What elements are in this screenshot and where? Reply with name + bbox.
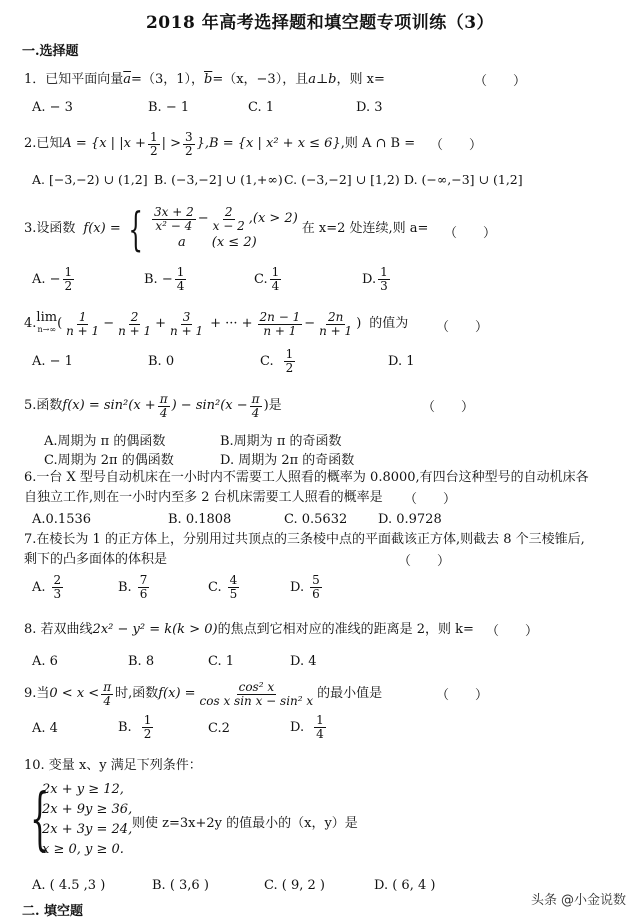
fraction (142, 714, 154, 741)
fraction-den: 4 (159, 405, 168, 420)
q1-text: =（3，1）， (131, 72, 204, 87)
q5-options (44, 430, 624, 470)
constraint-2: 2x + 9y ≥ 36, (42, 802, 133, 817)
fraction (314, 714, 326, 741)
option-d: D. (−∞,−3] ∪ (1,2] (404, 172, 523, 187)
option-b: B. (−3,−2] ∪ (1,+∞) (154, 172, 283, 187)
q9-function: f(x) = (158, 686, 196, 701)
fraction (317, 311, 354, 338)
option-label: A. − 1 (32, 354, 73, 369)
fraction (183, 131, 195, 158)
minus-sign: − (197, 211, 209, 226)
answer-blank: （ ） (474, 74, 527, 89)
option-c (260, 348, 297, 375)
q5-expr: f(x) = sin²(x + (62, 398, 156, 413)
limit-label: lim (36, 310, 58, 325)
q3-function: f(x) = (83, 221, 121, 236)
option-c: C. 1 (248, 100, 275, 115)
q1-text: 1．已知平面向量 (24, 72, 124, 87)
fraction (138, 574, 150, 601)
constraint-3: 2x + 3y = 24, (42, 822, 133, 837)
question-10: 10. 变量 x、y 满足下列条件： (24, 758, 202, 773)
fraction-num: π (251, 391, 260, 406)
question-4: 4. lim n→∞ ( $\frac{1}{n + 1}$ − $\frac{2}{n + 1}$ + $\frac{3}{n + 1}$ + ··· + $\frac{2n - 1}{n + 1}$ − $\frac{2n}{n + 1}$ ) 的值为 (24, 309, 409, 338)
answer-blank: （ ） (398, 554, 451, 569)
option-d: D. 4 (290, 654, 317, 669)
question-2 (24, 128, 415, 160)
fraction-den: n + 1 (170, 323, 204, 338)
option-a: A. 6 (32, 654, 58, 669)
option-label: D. 1 (388, 354, 415, 369)
option-label: B. 0 (148, 354, 175, 369)
case-value: a (178, 234, 186, 250)
option-d (290, 714, 328, 741)
option-label: D. (290, 720, 305, 735)
q3-tail: 在 x=2 处连续,则 a= (301, 221, 429, 236)
fraction-den: 4 (316, 727, 324, 741)
fraction-den: 5 (229, 587, 238, 601)
fraction (158, 393, 170, 420)
fraction (148, 131, 160, 158)
vector-b: $\overline{b}$ (203, 72, 213, 87)
fraction-den: n + 1 (66, 323, 100, 338)
q6-options (32, 512, 632, 532)
fraction-num: 3x + 2 (154, 204, 194, 219)
option-a: A. ( 4.5 ,3 ) (32, 878, 106, 893)
option-d (362, 266, 392, 293)
fraction-den: cos x sin x − sin² x (199, 693, 314, 708)
fraction (211, 206, 247, 233)
question-7-line-1: 7.在棱长为 1 的正方体上，分别用过共顶点的三条棱中点的平面截该正方体,则截去 8 个三棱锥后, (24, 532, 585, 547)
option-a: A.周期为 π 的偶函数 (44, 434, 166, 449)
fraction-den: 3 (53, 587, 62, 601)
set-a-expr: }, (196, 136, 210, 151)
option-a: A. − 3 (32, 100, 73, 115)
fraction (63, 266, 75, 293)
q2-lead: 2.已知 (24, 136, 63, 151)
option-label: A. (32, 580, 46, 595)
limit-operator (36, 312, 57, 336)
fraction-num: 3 (182, 309, 191, 324)
fraction-num: 1 (143, 713, 152, 727)
q4-tail: 的值为 (369, 316, 409, 331)
q4-options (32, 348, 632, 382)
fraction (258, 311, 303, 338)
fraction-num: 2 (224, 204, 233, 219)
set-a-expr: | > (161, 136, 181, 151)
watermark-handle: @小金说数 (560, 893, 626, 908)
piecewise-cases (150, 206, 298, 253)
case-condition: ,(x > 2) (248, 211, 298, 226)
q5-expr: ) − sin²(x − (171, 398, 248, 413)
vector-a: $\overline{a}$ (123, 72, 132, 87)
fraction-den: 2 (143, 727, 152, 741)
fraction (228, 574, 240, 601)
watermark (531, 889, 626, 908)
fraction (64, 311, 101, 338)
ellipsis: + ··· + (210, 316, 253, 331)
fraction-num: π (159, 391, 168, 406)
set-b-expr: B = {x | x² + x ≤ 6} (209, 136, 341, 151)
case-1 (150, 206, 298, 233)
option-a: A. [−3,−2) ∪ (1,2] (32, 172, 148, 187)
fraction-num: 1 (176, 265, 185, 279)
answer-blank: （ ） (436, 688, 489, 703)
case-condition: (x ≤ 2) (211, 234, 257, 250)
option-b: B.周期为 π 的奇函数 (220, 434, 342, 449)
q1-text: =（x，−3），且 (212, 72, 309, 87)
option-c (208, 574, 241, 601)
option-d: D. 周期为 2π 的奇函数 (220, 453, 355, 468)
answer-blank: （ ） (430, 138, 483, 153)
fraction-den: 2 (149, 143, 158, 158)
question-9 (24, 676, 382, 712)
fraction-den: 2 (184, 143, 193, 158)
fraction-num: 2n (327, 309, 344, 324)
fraction (116, 311, 153, 338)
option-label: B. (118, 720, 132, 735)
q9-tail: 的最小值是 (317, 686, 383, 701)
option-b (118, 574, 151, 601)
section-choice-heading: 一.选择题 (22, 44, 79, 59)
option-b: B. 8 (128, 654, 155, 669)
option-c: C. (−3,−2] ∪ [1,2) (284, 172, 400, 187)
option-c: C. 0.5632 (284, 512, 348, 527)
fraction-num: 1 (64, 265, 73, 279)
fraction-num: 2n − 1 (259, 309, 301, 324)
fraction-den: 4 (251, 405, 260, 420)
q7-options (32, 574, 632, 608)
fraction-num: 1 (380, 265, 388, 279)
fraction-den: n + 1 (263, 323, 297, 338)
question-1 (24, 70, 385, 90)
q9-condition: 0 < x < (49, 686, 100, 701)
fraction (270, 266, 282, 293)
fraction (250, 393, 262, 420)
q4-lead: 4. (24, 316, 37, 331)
option-d: D. ( 6, 4 ) (374, 878, 436, 893)
option-a (32, 574, 65, 601)
fraction (310, 574, 322, 601)
question-8 (24, 620, 474, 640)
question-5 (24, 390, 282, 422)
fraction (175, 266, 187, 293)
option-c: C. ( 9, 2 ) (264, 878, 325, 893)
q8-text: 的焦点到它相对应的准线的距离是 2，则 k= (217, 622, 474, 637)
option-c: C.周期为 2π 的偶函数 (44, 453, 174, 468)
option-b: B. − 1 (148, 100, 190, 115)
fraction-den: x − 2 (212, 218, 245, 233)
option-a (32, 721, 58, 736)
q8-text: 8. 若双曲线 (24, 622, 93, 637)
option-label: C. (260, 354, 274, 369)
option-b: B. ( 3,6 ) (152, 878, 209, 893)
q5-lead: 5.函数 (24, 398, 63, 413)
option-label: B. − (144, 272, 173, 287)
fraction-den: n + 1 (319, 323, 353, 338)
fraction (284, 348, 296, 375)
hyperbola-expr: 2x² − y² = k(k > 0) (92, 622, 218, 637)
set-a-expr: A = {x | |x + (62, 136, 146, 151)
option-b (144, 266, 188, 293)
fraction-den: 2 (64, 279, 73, 293)
fraction-den: 4 (271, 279, 280, 293)
option-b (148, 354, 174, 369)
q8-options (32, 654, 632, 674)
question-6-line-1: 6.一台 X 型号自动机床在一小时内不需要工人照看的概率为 0.8000,有四台这种型号的自动机床各 (24, 470, 589, 485)
fraction-num: 1 (316, 713, 324, 727)
option-label: A. − (32, 272, 61, 287)
question-6-line-2: 自独立工作,则在一小时内至多 2 台机床需要工人照看的概率是 (24, 490, 383, 505)
section-fill-heading: 二. 填空题 (22, 904, 84, 919)
q3-options (32, 266, 632, 300)
fraction-num: 7 (139, 573, 148, 587)
page-title: 2018 年高考选择题和填空题专项训练（3） (145, 13, 495, 33)
fraction-num: 5 (312, 573, 320, 587)
answer-blank: （ ） (436, 320, 489, 335)
fraction-num: 4 (229, 573, 238, 587)
option-label: D. (362, 272, 377, 287)
answer-blank: （ ） (422, 400, 475, 415)
fraction (101, 681, 113, 708)
q2-tail: ,则 A ∩ B = (340, 136, 416, 151)
fraction (198, 681, 316, 708)
constraint-system (30, 780, 132, 860)
system-brace: { (30, 780, 50, 859)
fraction-den: 4 (103, 693, 111, 708)
constraint-4: x ≥ 0, y ≥ 0. (42, 842, 124, 857)
fraction-num: 1 (271, 265, 280, 279)
answer-blank: （ ） (486, 624, 539, 639)
perp-relation: a⊥b (308, 72, 337, 87)
option-b: B. 0.1808 (168, 512, 232, 527)
option-label: B. (118, 580, 132, 595)
q3-lead: 3.设函数 (24, 221, 76, 236)
fraction (52, 574, 64, 601)
fraction (168, 311, 205, 338)
fraction (152, 206, 196, 233)
fraction-den: 4 (176, 279, 185, 293)
option-label: A. 4 (32, 721, 58, 736)
fraction-den: 2 (285, 361, 294, 375)
q5-expr: )是 (263, 398, 282, 413)
limit-subscript: n→∞ (37, 325, 56, 334)
fraction-den: 3 (380, 279, 388, 293)
option-c: C. 1 (208, 654, 235, 669)
q9-options (32, 714, 632, 748)
answer-blank: （ ） (404, 492, 457, 507)
option-label: C. (208, 580, 222, 595)
option-c (208, 721, 230, 736)
option-label: C. (254, 272, 268, 287)
fraction-num: 1 (149, 129, 158, 144)
option-label: C.2 (208, 721, 230, 736)
option-c (254, 266, 283, 293)
option-d (290, 574, 324, 601)
question-7-line-2: 剩下的凸多面体的体积是 (24, 552, 168, 567)
fraction-den: x² − 4 (155, 218, 193, 233)
case-2 (150, 233, 298, 253)
fraction-num: 2 (130, 309, 139, 324)
fraction-den: n + 1 (118, 323, 152, 338)
answer-blank: （ ） (444, 226, 497, 241)
fraction-den: 6 (139, 587, 148, 601)
watermark-brand: 头条 (530, 893, 557, 908)
q2-options (32, 172, 632, 192)
q9-lead: 9.当 (24, 686, 50, 701)
fraction-num: cos² x (238, 679, 275, 694)
option-d: D. 3 (356, 100, 383, 115)
option-b (118, 714, 155, 741)
q1-text: ，则 x= (336, 72, 385, 87)
option-a (32, 266, 76, 293)
q9-mid: 时,函数 (115, 686, 159, 701)
option-a: A.0.1536 (32, 512, 92, 527)
piecewise-brace: { (128, 202, 143, 256)
fraction-num: 3 (184, 129, 193, 144)
fraction (378, 266, 390, 293)
q1-options (32, 100, 632, 120)
fraction-num: 2 (53, 573, 62, 587)
option-d (388, 354, 415, 369)
option-d: D. 0.9728 (378, 512, 442, 527)
fraction-num: 1 (285, 347, 294, 361)
fraction-num: 1 (78, 309, 87, 324)
option-a (32, 354, 73, 369)
question-3 (24, 202, 428, 256)
constraint-1: 2x + y ≥ 12, (42, 782, 124, 797)
fraction-num: π (103, 679, 112, 694)
option-label: D. (290, 580, 305, 595)
question-10-tail: 则使 z=3x+2y 的值最小的（x，y）是 (132, 816, 358, 831)
fraction-den: 6 (312, 587, 320, 601)
